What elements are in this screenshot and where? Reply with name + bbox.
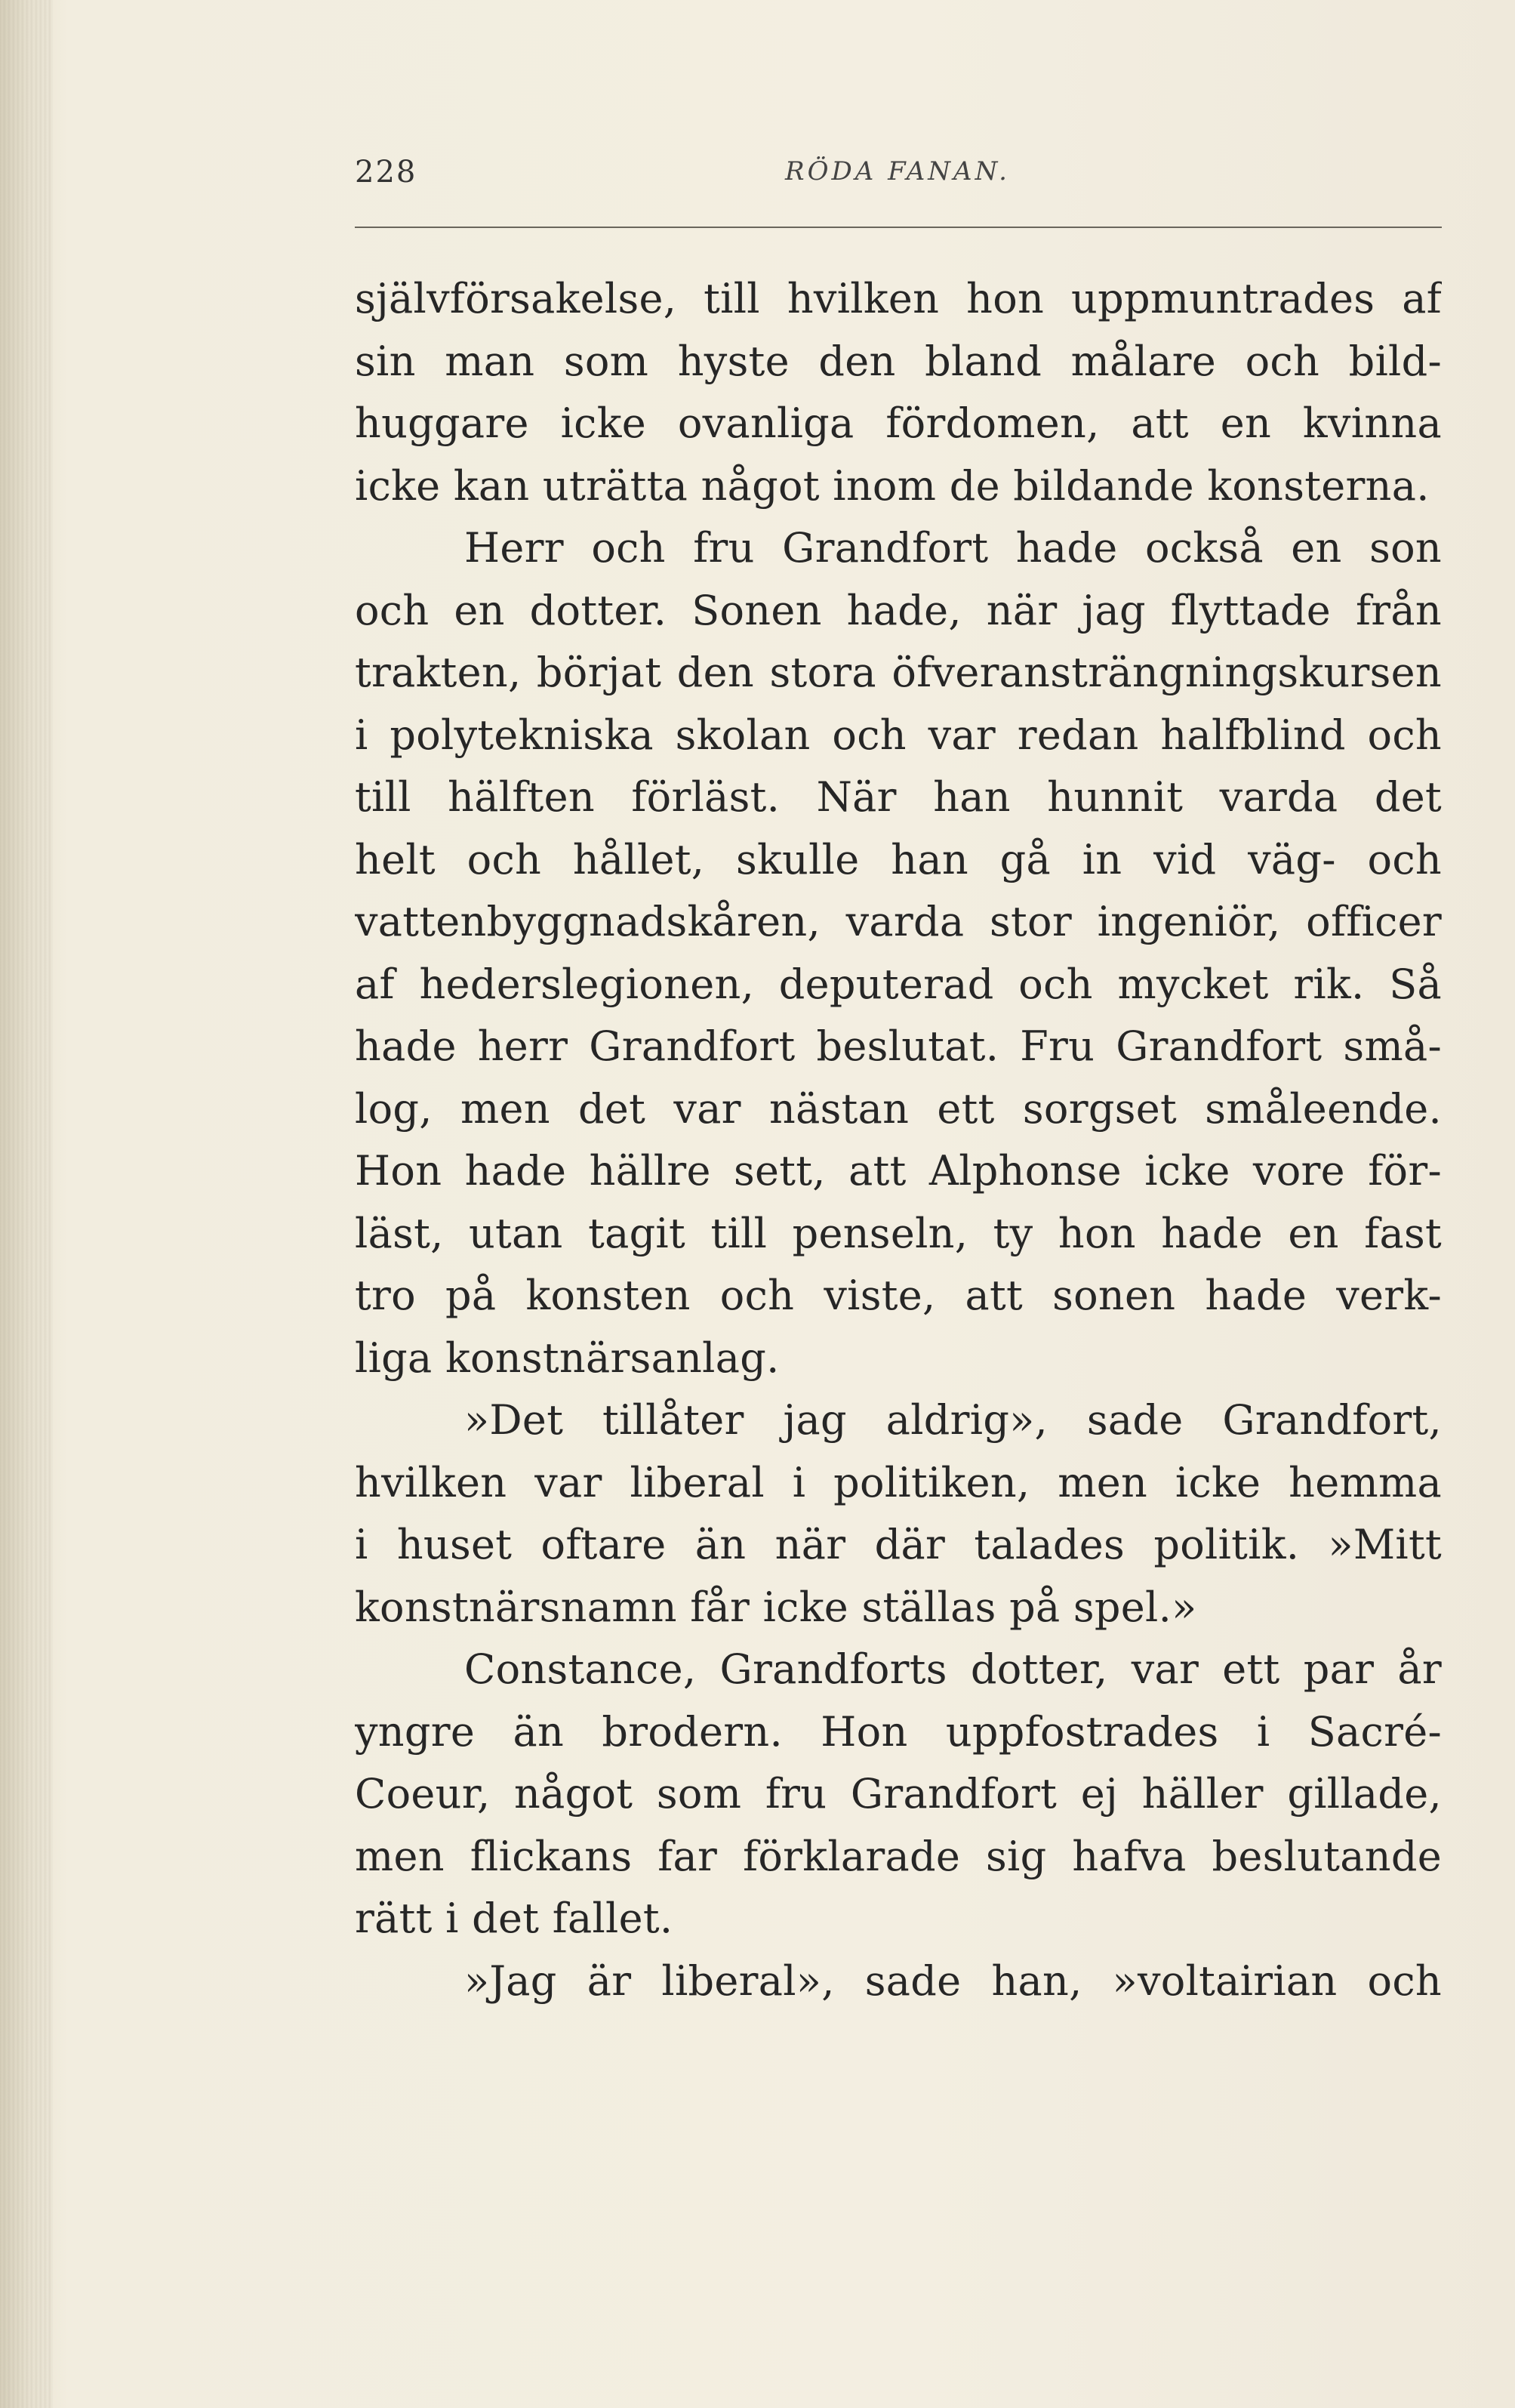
text-line: till hälften förläst. När han hunnit varda det bbox=[355, 773, 1442, 821]
header-rule bbox=[355, 227, 1442, 228]
text-line: icke kan uträtta något inom de bildande konsterna. bbox=[355, 461, 1430, 510]
text-line: huggare icke ovanliga fördomen, att en kvinna bbox=[355, 399, 1442, 447]
text-line: rätt i det fallet. bbox=[355, 1895, 673, 1942]
text-line: läst, utan tagit till penseln, ty hon hade en fast bbox=[355, 1209, 1442, 1257]
text-line: »Jag är liberal», sade han, »voltairian och bbox=[464, 1956, 1442, 2005]
text-line: »Det tillåter jag aldrig», sade Grandfort, bbox=[464, 1396, 1442, 1444]
page-binding-edge bbox=[0, 0, 53, 2408]
body-text bbox=[355, 268, 1442, 2012]
text-line: vattenbyggnadskåren, varda stor ingeniör, officer bbox=[355, 898, 1442, 945]
text-line: log, men det var nästan ett sorgset småleende. bbox=[355, 1084, 1442, 1133]
text-line: helt och hållet, skulle han gå in vid väg- och bbox=[355, 835, 1442, 883]
text-line: trakten, börjat den stora öfveransträngningskursen bbox=[355, 649, 1442, 696]
text-line: tro på konsten och viste, att sonen hade verk- bbox=[355, 1272, 1442, 1319]
text-line: självförsakelse, till hvilken hon uppmuntrades af bbox=[355, 275, 1442, 322]
text-line: hvilken var liberal i politiken, men icke hemma bbox=[355, 1458, 1442, 1506]
text-line: sin man som hyste den bland målare och bild- bbox=[355, 337, 1442, 385]
page-header bbox=[355, 155, 1442, 208]
page-number: 228 bbox=[355, 155, 417, 190]
text-line: i huset oftare än när där talades politik. »Mitt bbox=[355, 1521, 1442, 1568]
text-line: men flickans far förklarade sig hafva beslutande bbox=[355, 1832, 1442, 1880]
text-line: liga konstnärsanlag. bbox=[355, 1333, 780, 1382]
text-line: af hederslegionen, deputerad och mycket rik. Så bbox=[355, 960, 1442, 1008]
text-line: Hon hade hällre sett, att Alphonse icke vore för- bbox=[355, 1147, 1442, 1195]
text-line: yngre än brodern. Hon uppfostrades i Sacré- bbox=[355, 1707, 1442, 1756]
text-line: Coeur, något som fru Grandfort ej häller gillade, bbox=[355, 1770, 1442, 1818]
text-line: hade herr Grandfort beslutat. Fru Grandfort små- bbox=[355, 1022, 1442, 1070]
text-line: Herr och fru Grandfort hade också en son bbox=[464, 524, 1442, 572]
text-line: Constance, Grandforts dotter, var ett par år bbox=[464, 1645, 1442, 1693]
running-title: RÖDA FANAN. bbox=[785, 156, 1010, 187]
text-line: i polytekniska skolan och var redan halfblind och bbox=[355, 711, 1442, 759]
text-line: och en dotter. Sonen hade, när jag flyttade från bbox=[355, 586, 1442, 634]
text-line: konstnärsnamn får icke ställas på spel.» bbox=[355, 1583, 1197, 1631]
